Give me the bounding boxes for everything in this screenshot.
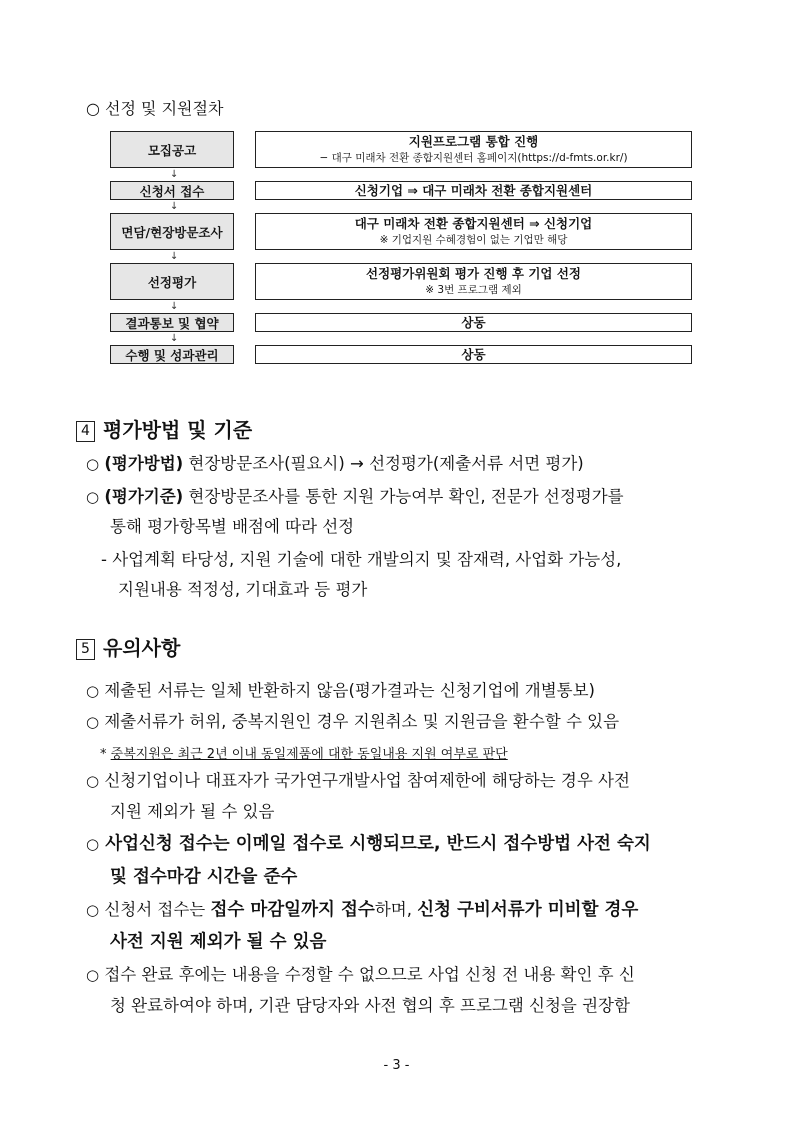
detail-box (255, 313, 692, 332)
bullet-line (86, 680, 595, 702)
bullet-text: 하며, (374, 900, 418, 919)
bullet-line (86, 486, 624, 508)
stage-box: 면담/현장방문조사 (110, 213, 234, 250)
bullet-continuation: 사전 지원 제외가 될 수 있음 (110, 932, 327, 952)
bullet-continuation: 청 완료하여야 하며, 기관 담당자와 사전 협의 후 프로그램 신청을 권장함 (110, 996, 630, 1015)
detail-sub: ※ 3번 프로그램 제외 (425, 283, 522, 296)
stage-box: 모집공고 (110, 131, 234, 168)
bullet-line (86, 770, 630, 792)
note-mark: * (100, 747, 107, 762)
bullet-line (86, 711, 619, 733)
bullet-icon: ○ (86, 772, 100, 790)
bullet-text: 신청기업이나 대표자가 국가연구개발사업 참여제한에 해당하는 경우 사전 (104, 771, 630, 790)
bullet-bold: 접수 마감일까지 접수 (210, 900, 375, 920)
bullet-label: (평가기준) (104, 487, 184, 506)
section-heading (76, 632, 180, 661)
section-number: 4 (76, 421, 95, 442)
bullet-text: 신청서 접수는 (104, 900, 211, 919)
detail-main: 지원프로그램 통합 진행 (408, 133, 539, 149)
bullet-line (86, 899, 638, 921)
bullet-text: 제출된 서류는 일체 반환하지 않음(평가결과는 신청기업에 개별통보) (104, 681, 595, 700)
dash-line: - 사업계획 타당성, 지원 기술에 대한 개발의지 및 잠재력, 사업화 가능성, (101, 550, 622, 569)
down-arrow-icon: ↓ (170, 251, 179, 262)
detail-main: 선정평가위원회 평가 진행 후 기업 선정 (366, 265, 581, 281)
detail-box (255, 345, 692, 364)
bullet-continuation: 통해 평가항목별 배점에 따라 선정 (110, 517, 355, 536)
bullet-bold: 신청 구비서류가 미비할 경우 (417, 900, 639, 920)
page-number: - 3 - (383, 1058, 410, 1073)
detail-main: 상동 (461, 314, 486, 330)
bullet-icon: ○ (86, 488, 100, 506)
note-text: 중복지원은 최근 2년 이내 동일제품에 대한 동일내용 지원 여부로 판단 (110, 747, 508, 762)
bullet-text: 사업신청 접수는 이메일 접수로 시행되므로, 반드시 접수방법 사전 숙지 (105, 834, 651, 854)
bullet-label: (평가방법) (104, 454, 184, 473)
stage-box: 신청서 접수 (110, 181, 234, 200)
bullet-text: 접수 완료 후에는 내용을 수정할 수 없으므로 사업 신청 전 내용 확인 후 신 (104, 965, 635, 984)
stage-box: 결과통보 및 협약 (110, 313, 234, 332)
detail-sub: − 대구 미래차 전환 종합지원센터 홈페이지(https://d-fmts.or.kr/) (319, 151, 628, 164)
bullet-icon: ○ (86, 682, 100, 700)
detail-main: 신청기업 ⇒ 대구 미래차 전환 종합지원센터 (354, 182, 593, 198)
bullet-icon: ○ (86, 455, 100, 473)
section-heading (76, 414, 252, 443)
bullet-line (86, 833, 651, 855)
down-arrow-icon: ↓ (170, 333, 179, 344)
bullet-continuation: 지원 제외가 될 수 있음 (110, 802, 275, 821)
down-arrow-icon: ↓ (170, 169, 179, 180)
detail-sub: ※ 기업지원 수혜경험이 없는 기업만 해당 (379, 233, 568, 246)
section-title: 평가방법 및 기준 (103, 418, 253, 442)
bullet-text: 현장방문조사를 통한 지원 가능여부 확인, 전문가 선정평가를 (183, 487, 624, 506)
detail-box (255, 131, 692, 168)
bullet-icon: ○ (86, 966, 100, 984)
section-number: 5 (76, 639, 95, 660)
bullet-line (86, 964, 635, 986)
down-arrow-icon: ↓ (170, 201, 179, 212)
section-title: 유의사항 (103, 636, 181, 660)
detail-main: 대구 미래차 전환 종합지원센터 ⇒ 신청기업 (354, 215, 593, 231)
down-arrow-icon: ↓ (170, 301, 179, 312)
stage-box: 수행 및 성과관리 (110, 345, 234, 364)
bullet-icon: ○ (86, 835, 100, 853)
bullet-icon: ○ (86, 901, 100, 919)
stage-box: 선정평가 (110, 263, 234, 300)
detail-box (255, 263, 692, 300)
bullet-line (86, 453, 584, 475)
detail-box (255, 213, 692, 250)
bullet-continuation: 및 접수마감 시간을 준수 (110, 867, 298, 887)
detail-box (255, 181, 692, 200)
detail-main: 상동 (461, 346, 486, 362)
bullet-text: 현장방문조사(필요시) → 선정평가(제출서류 서면 평가) (183, 454, 584, 473)
footnote (100, 743, 508, 762)
bullet-icon: ○ (86, 713, 100, 731)
dash-continuation: 지원내용 적정성, 기대효과 등 평가 (118, 580, 368, 599)
process-title: ○ 선정 및 지원절차 (86, 99, 224, 118)
bullet-text: 제출서류가 허위, 중복지원인 경우 지원취소 및 지원금을 환수할 수 있음 (104, 712, 620, 731)
